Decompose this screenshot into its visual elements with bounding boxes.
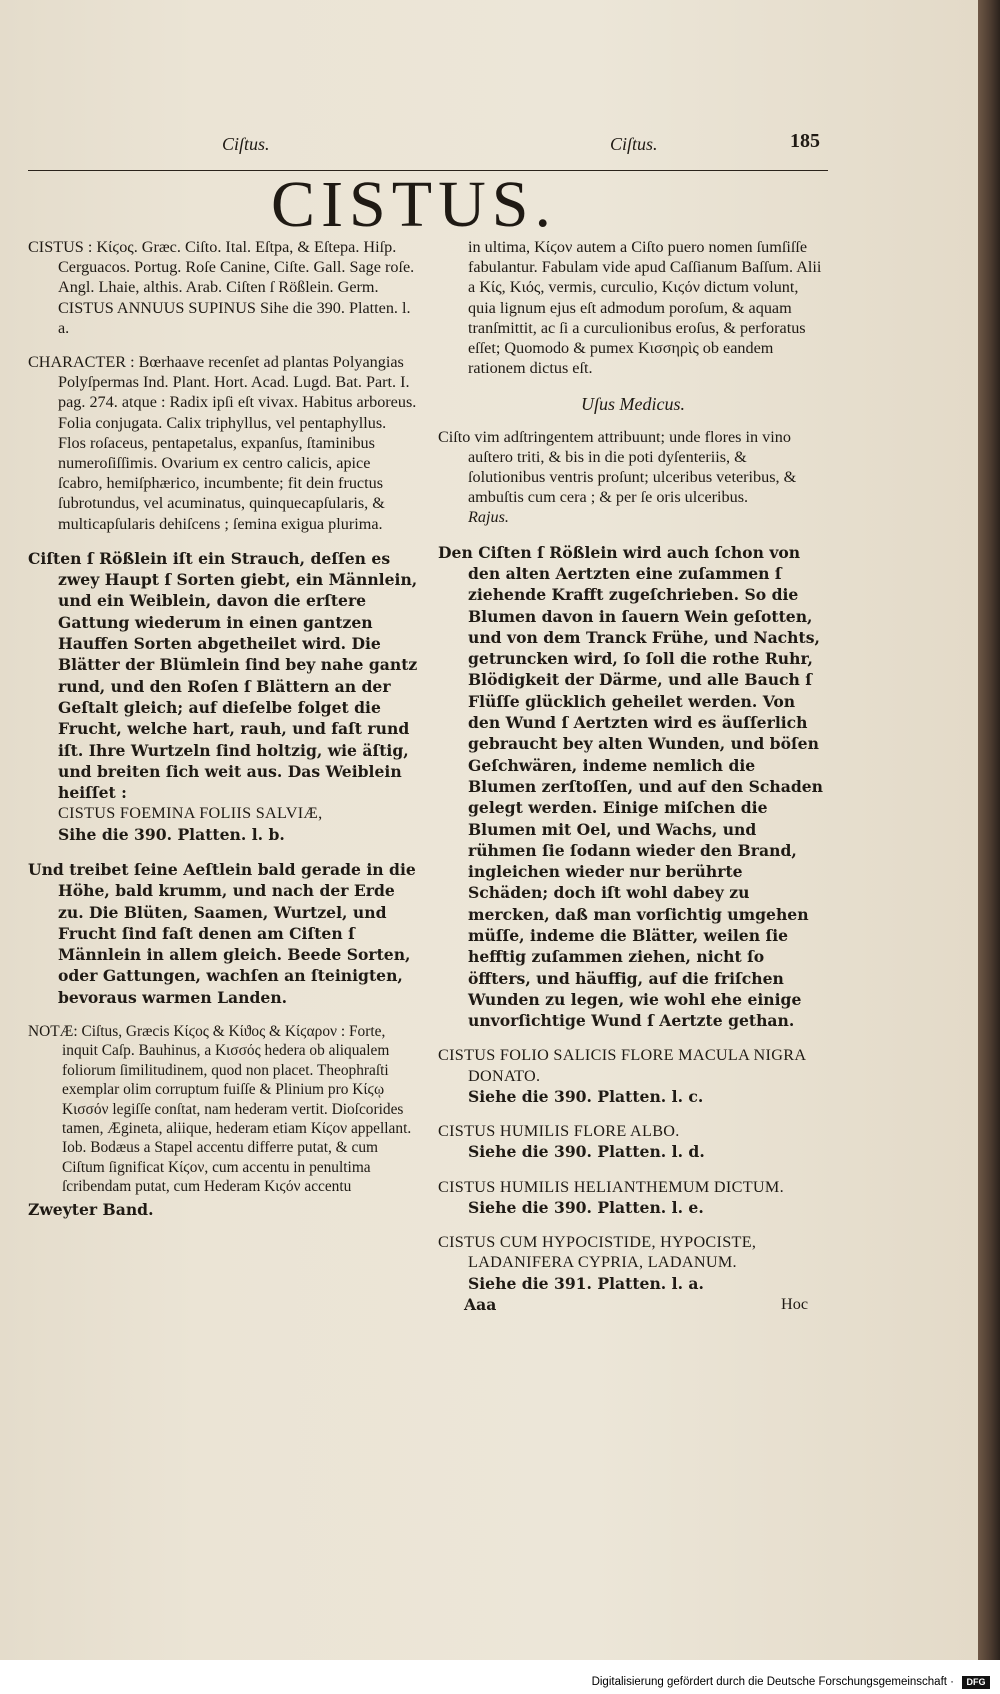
catchword-left: Zweyter Band. <box>28 1199 154 1219</box>
entry-helianthemum: CISTUS HUMILIS HELIANTHEMUM DICTUM. <box>438 1177 784 1196</box>
usus-latin-paragraph: Ciſto vim adſtringentem attribuunt; unde flores in vino auſtero triti, & bis in die poti dyſenteriis, & ſolutionibus ventris proſunt; ulceribus veteribus, & ambuſtis cum cera ; & per ſe oris ulceribus. <box>438 427 797 507</box>
usus-medicus-heading: Uſus Medicus. <box>581 394 685 415</box>
entry-cistus-names: CISTUS : Κίϛος. Græc. Ciſto. Ital. Eſtpa, & Eſtepa. Hiſp. Cerguacos. Portug. Roſe Canine, Ciſte. Gall. Sage roſe. Angl. Lhaie, althis. Arab. Ciſten ſ Rößlein. Germ. CISTUS ANNUUS SUPINUS Sihe die 390. Platten. l. a. <box>28 238 415 337</box>
notae-continuation: in ultima, Κίϛον autem a Ciſto puero nomen ſumſiſſe fabulantur. Fabulam vide apud Caſſianum Baſſum. Alii a Κίς, Κιός, vermis, curculio, Κιϛόν dictum volunt, quia lignum ejus eſt admodum poroſum, & aquam tranſmittit, ac ſi a curculionibus eroſus, & perforatus eſſet; Quomodo & pumex Κισσηρὶς ob eandem rationem dictus eſt. <box>468 238 822 378</box>
german-usus-paragraph: Den Ciſten ſ Rößlein wird auch ſchon von den alten Aertzten eine zuſammen ſ ziehende Krafft zugeſchrieben. So die Blumen davon in ſauern Wein geſotten, und von dem Tranck Frühe, und Nachts, getruncken wird, ſo ſoll die rothe Ruhr, Blödigkeit der Därme, und alle Bauch ſ Flüſſe glücklich geheilet werden. Von den Wund ſ Aertzten wird es äuſſerlich gebraucht bey alten Wunden, und böſen Geſchwären, indeme nemlich die Blumen zerſtoſſen, und auf den Schaden gelegt werden. Einige miſchen die Blumen mit Oel, und Wachs, und rühmen ſie ſodann wieder den Brand, ingleichen wieder nur berührte Schäden; doch iſt wohl dabey zu mercken, daß man vorſichtig umgehen müſſe, indeme die Blätter, weilen ſie hefftig zuſammen ziehen, nicht ſo öffters, und häuffig, auf die friſchen Wunden zu legen, wie wohl ehe einige unvorſichtige Wund ſ Aertzte gethan. <box>438 542 824 1031</box>
entry-folio-salicis-ref: Siehe die 390. Platten. l. c. <box>468 1086 704 1106</box>
german-branches-paragraph: Und treibet ſeine Aeſtlein bald gerade in die Höhe, bald krumm, und nach der Erde zu. Die Blüten, Saamen, Wurtzel, und Frucht ſind faſt denen am Ciſten ſ Männlein in allem gleich. Beede Sorten, oder Gattungen, wachſen an ſteinigten, bevoraus warmen Landen. <box>28 859 416 1007</box>
entry-helianthemum-ref: Siehe die 390. Platten. l. e. <box>468 1197 704 1217</box>
page-title: CISTUS. <box>271 168 557 241</box>
german-description: Ciſten ſ Rößlein iſt ein Strauch, deſſen es zwey Haupt ſ Sorten giebt, ein Männlein, und ein Weiblein, davon die erſtere Gattung wiederum in einen gantzen Hauffen Sorten abgetheilet wird. Die Blätter der Blümlein ſind bey nahe gantz rund, und den Roſen ſ Blättern an der Geſtalt gleich; auf dieſelbe folget die Frucht, welche hart, rauh, und faſt rund iſt. Ihre Wurtzeln ſind holtzig, wie äſtig, und breiten ſich weit aus. Das Weiblein heiſſet : <box>28 548 418 803</box>
catchword-right: Hoc <box>781 1294 808 1313</box>
dfg-logo: DFG <box>962 1676 990 1689</box>
running-head-left: Ciſtus. <box>222 134 270 154</box>
footer-credit: Digitalisierung gefördert durch die Deutsche Forschungsgemeinschaft · <box>591 1676 954 1688</box>
book-spine-edge <box>978 0 1000 1694</box>
running-head-center: Ciſtus. <box>610 134 658 154</box>
signature-mark: Aaa <box>464 1294 497 1314</box>
right-column <box>438 237 828 1318</box>
cistus-foemina-name: CISTUS FOEMINA FOLIIS SALVIÆ, <box>58 804 323 823</box>
left-column <box>28 237 418 1220</box>
page-number: 185 <box>790 130 820 152</box>
entry-humilis-flore-albo: CISTUS HUMILIS FLORE ALBO. <box>438 1122 680 1141</box>
entry-humilis-flore-albo-ref: Siehe die 390. Platten. l. d. <box>468 1142 705 1162</box>
cistus-foemina-ref: Sihe die 390. Platten. l. b. <box>58 824 285 844</box>
entry-hypocistide: CISTUS CUM HYPOCISTIDE, HYPOCISTE, LADANIFERA CYPRIA, LADANUM. <box>438 1233 757 1272</box>
character-paragraph: CHARACTER : Bœrhaave recenſet ad plantas Polyangias Polyſpermas Ind. Plant. Hort. Acad. Lugd. Bat. Part. I. pag. 274. atque : Radix ipſi eſt vivax. Habitus arboreus. Folia conjugata. Calix triphyllus, vel pentaphyllus. Flos roſaceus, pentapetalus, expanſus, ſtaminibus numeroſiſſimis. Ovarium ex centro calicis, apice ſcabro, hemiſphærico, incumbente; fit dein fructus ſubrotundus, vel acuminatus, quinquecapſularis, & multicapſularis dehiſcens ; ſemina exigua plurima. <box>28 353 417 533</box>
entry-hypocistide-ref: Siehe die 391. Platten. l. a. <box>468 1273 704 1293</box>
digitization-footer <box>0 1660 1000 1694</box>
notae-paragraph: NOTÆ: Ciſtus, Græcis Κίϛος & Κίϑος & Κίϛαρον : Forte, inquit Caſp. Bauhinus, a Κισσός hedera ob aliqualem foliorum ſimilitudinem, quod non placet. Theophraſti exemplar olim corruptum fuiſſe & Plinium pro Κίϛῳ Κισσόν legiſſe conſtat, nam hederam vertit. Dioſcorides tamen, Ægineta, aliique, hederam etiam Κίϛον appellant. Iob. Bodæus a Stapel accentu differre putat, & cum Ciſtum ſignificat Κίϛον, cum accentu in penultima ſcribendam putat, cum Hederam Κιϛόν accentu <box>28 1022 412 1196</box>
usus-author: Rajus. <box>468 508 509 527</box>
entry-folio-salicis: CISTUS FOLIO SALICIS FLORE MACULA NIGRA DONATO. <box>438 1046 806 1085</box>
